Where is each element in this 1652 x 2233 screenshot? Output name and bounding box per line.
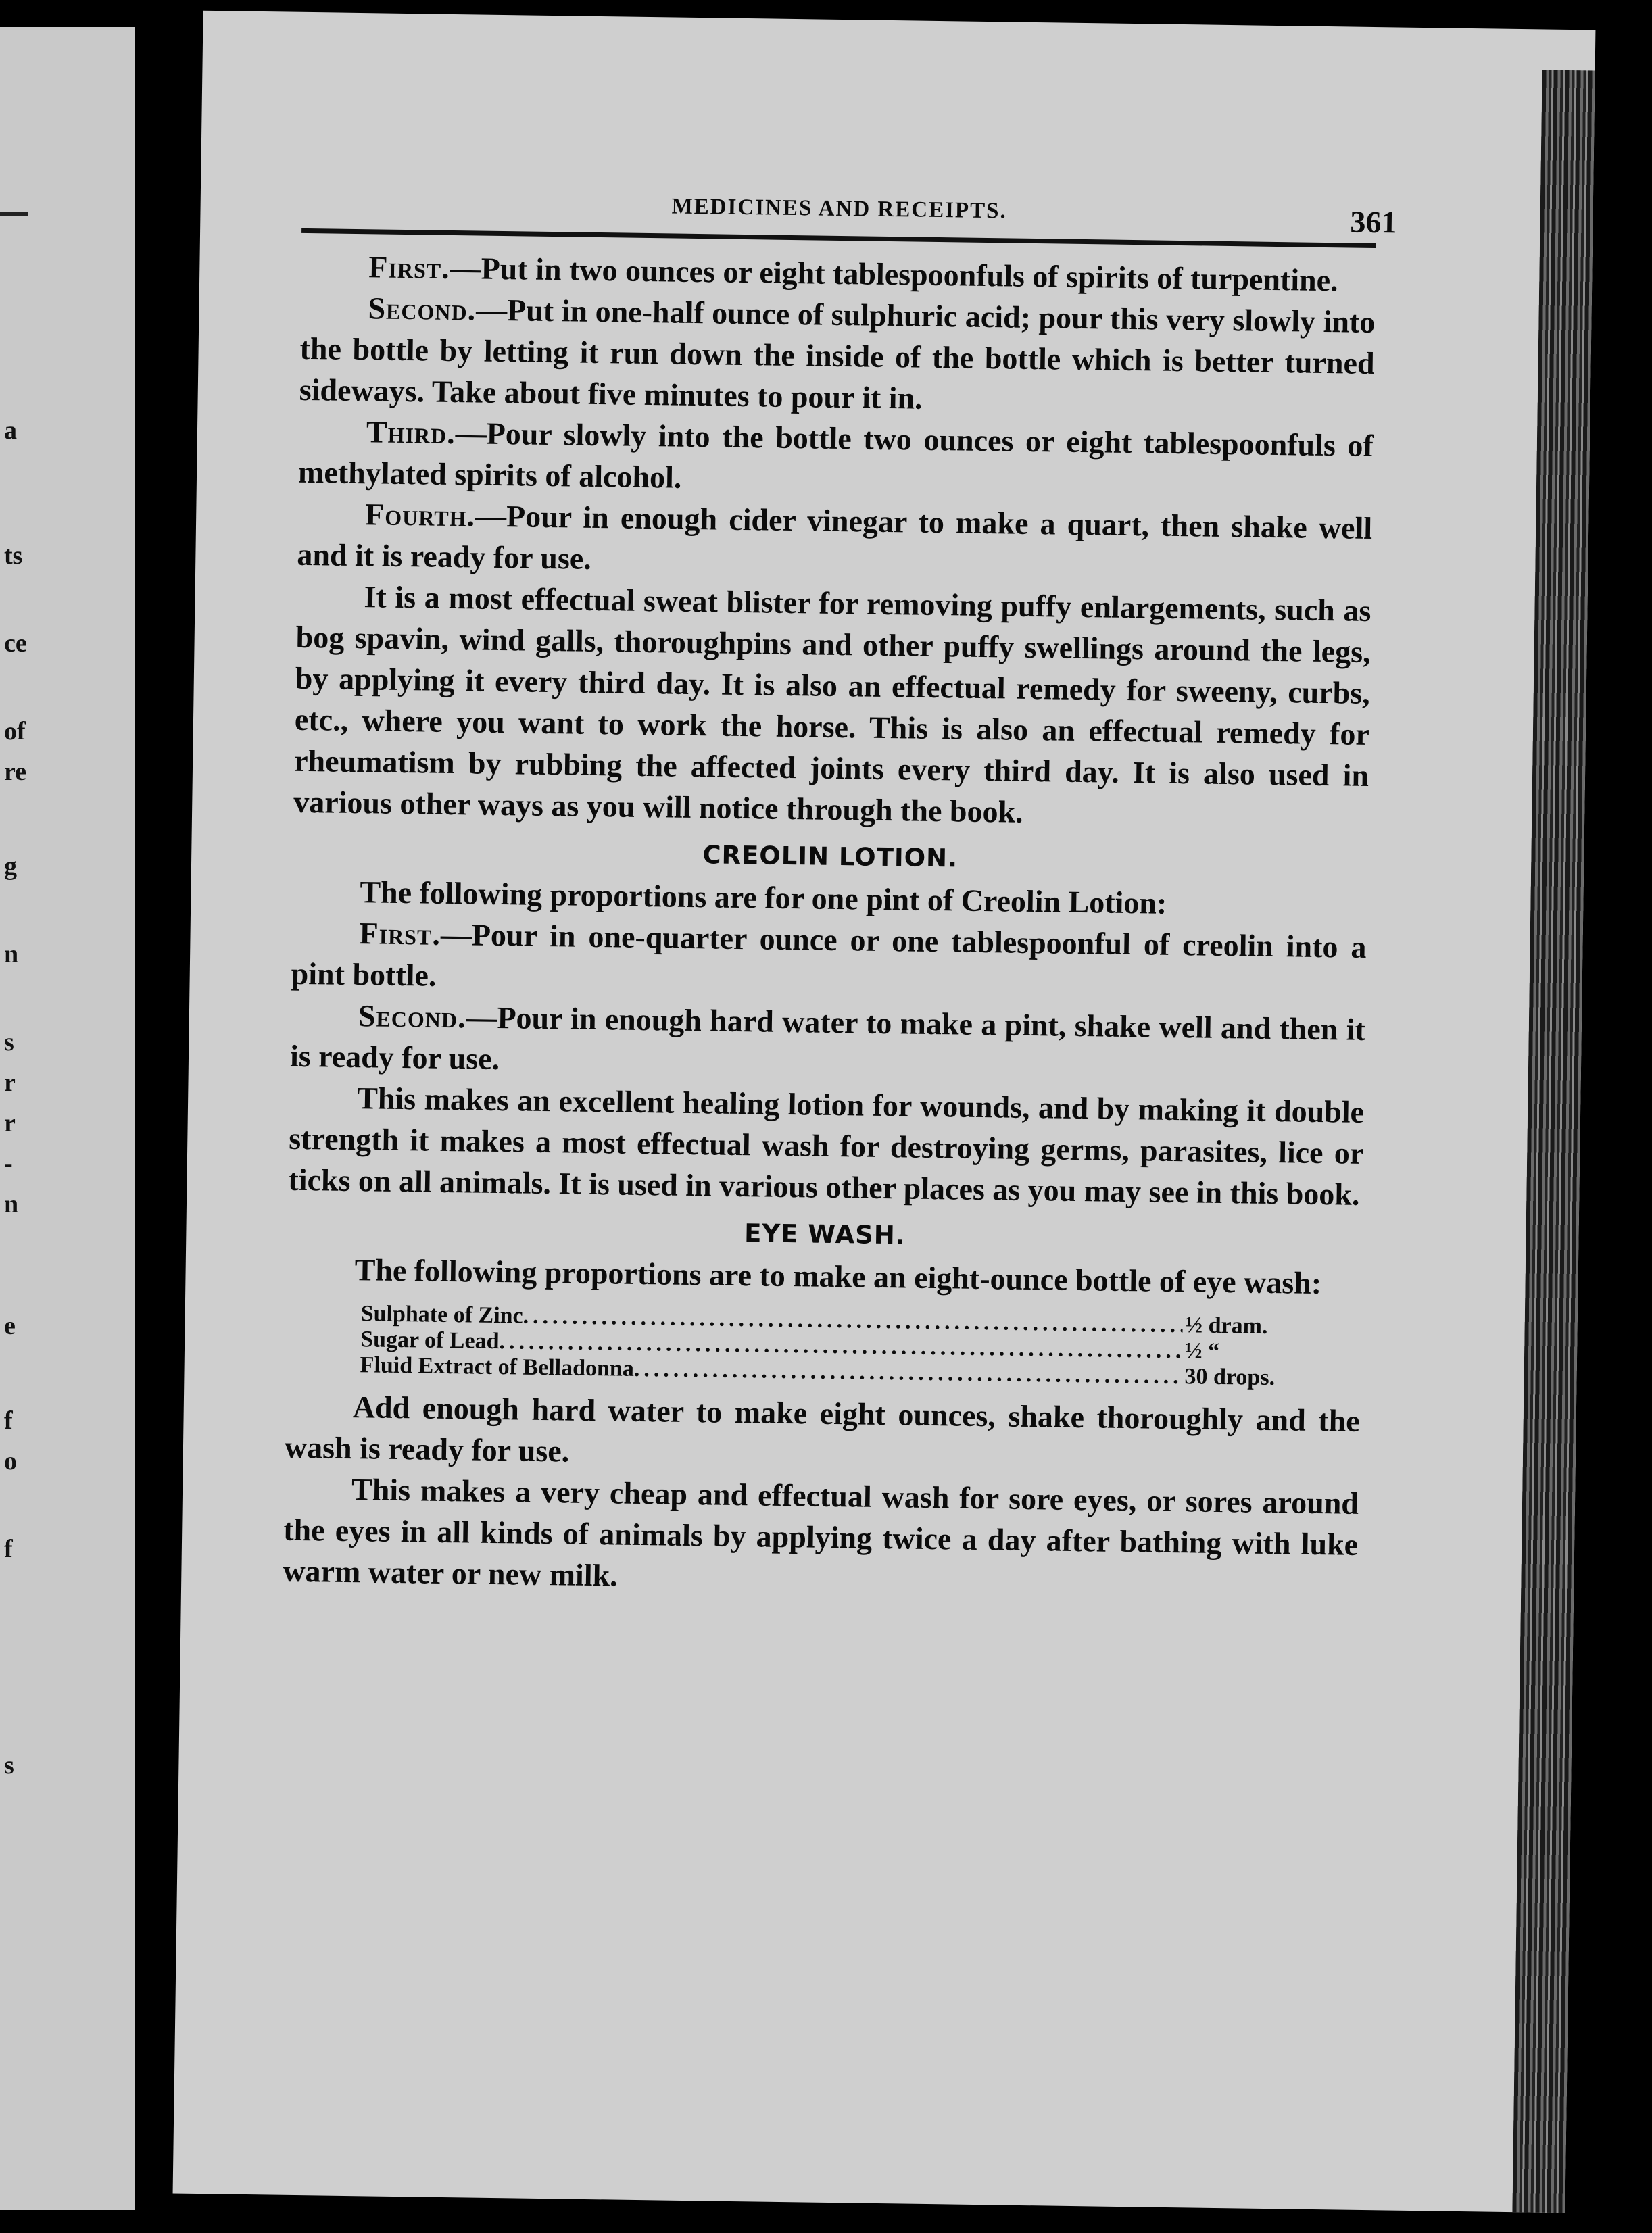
paragraph-description: It is a most effectual sweat blister for removing puffy enlargements, such as bog spavin, wind galls, thoroughpins and other puffy swellings around the legs, by applying it every third day. It is also an effectual remedy for sweeny, curbs, etc., where you want to work the horse. This is also an effectual remedy for rheumatism by rubbing the affected joints every third day. It is also used in various other ways as you will notice through the book. xyxy=(293,579,1371,829)
left-fragment: n xyxy=(4,940,19,968)
left-fragment: o xyxy=(4,1447,17,1475)
left-fragment: ts xyxy=(4,541,23,570)
step-label: Second. xyxy=(358,998,466,1035)
step-label: Third. xyxy=(366,414,456,451)
ingredient-list xyxy=(360,1301,1300,1391)
left-fragment: e xyxy=(4,1312,16,1340)
ingredient-quantity: 30 drops. xyxy=(1184,1364,1276,1391)
paragraph-third xyxy=(298,410,1374,508)
ingredient-name: Sugar of Lead xyxy=(360,1327,500,1354)
step-label: Second. xyxy=(368,291,477,327)
running-header xyxy=(301,174,1397,248)
left-fragment: n xyxy=(4,1190,19,1219)
left-fragment: of xyxy=(4,717,26,745)
page-number: 361 xyxy=(1350,204,1397,240)
creolin-intro: The following proportions are for one pint of Creolin Lotion: xyxy=(360,875,1167,921)
page-stack-edge xyxy=(1512,70,1595,2213)
step-label: First. xyxy=(359,916,441,952)
heading-creolin-lotion: CREOLIN LOTION. xyxy=(702,840,958,873)
left-fragment: r xyxy=(4,1109,16,1137)
left-fragment: re xyxy=(4,758,27,786)
left-fragment: - xyxy=(4,1150,13,1178)
step-label: Fourth. xyxy=(364,497,476,533)
book-page xyxy=(173,11,1596,2213)
step-text: —Pour slowly into the bottle two ounces or eight tablespoonfuls of methylated spirits of alcohol. xyxy=(297,416,1374,495)
previous-page-edge xyxy=(0,27,135,2210)
ingredient-name: Fluid Extract of Belladonna xyxy=(360,1352,635,1381)
step-text: —Pour in enough cider vinegar to make a quart, then shake well and it is ready for use. xyxy=(297,498,1373,576)
running-title: MEDICINES AND RECEIPTS. xyxy=(671,194,1007,224)
ingredient-quantity: ½ “ xyxy=(1184,1338,1220,1364)
ingredient-name: Sulphate of Zinc xyxy=(360,1301,523,1329)
left-fragment: s xyxy=(4,1028,14,1056)
eyewash-description: This makes a very cheap and effectual wash for sore eyes, or sores around the eyes in all kinds of animals by applying twice a day after bathing with luke warm water or new milk. xyxy=(283,1472,1359,1593)
eyewash-instructions: Add enough hard water to make eight ounces, shake thoroughly and the wash is ready for use. xyxy=(284,1390,1361,1469)
creolin-first xyxy=(291,912,1367,1009)
step-text: —Put in one-half ounce of sulphuric acid; pour this very slowly into the bottle by letting it run down the inside of the bottle which is better turned sideways. Take about five minutes to pour it in. xyxy=(299,292,1376,416)
left-fragment: f xyxy=(4,1535,13,1563)
heading-eye-wash: EYE WASH. xyxy=(744,1219,906,1250)
left-fragment: g xyxy=(4,852,17,881)
ingredient-quantity: ½ dram. xyxy=(1185,1312,1268,1339)
step-text: —Pour in one-quarter ounce or one tablespoonful of creolin into a pint bottle. xyxy=(291,916,1367,993)
step-text: —Put in two ounces or eight tablespoonfuls of spirits of turpentine. xyxy=(450,250,1338,298)
creolin-second xyxy=(290,994,1366,1091)
left-fragment: ce xyxy=(4,629,27,658)
left-page-dash xyxy=(0,212,28,216)
left-fragment: r xyxy=(4,1069,16,1097)
paragraph-fourth xyxy=(297,493,1373,590)
page-content xyxy=(283,174,1397,1606)
left-fragment: s xyxy=(4,1751,14,1780)
left-fragment: a xyxy=(4,416,17,445)
paragraph-second xyxy=(299,287,1375,425)
creolin-description: This makes an excellent healing lotion for wounds, and by making it double strength it makes a most effectual wash for destroying germs, parasites, lice or ticks on all animals. It is used in various other places as you may see in this book. xyxy=(288,1081,1365,1212)
step-label: First. xyxy=(368,249,451,285)
eyewash-intro: The following proportions are to make an eight-ounce bottle of eye wash: xyxy=(354,1252,1322,1301)
left-fragment: f xyxy=(4,1406,13,1435)
step-text: —Pour in enough hard water to make a pint, shake well and then it is ready for use. xyxy=(289,1000,1366,1077)
